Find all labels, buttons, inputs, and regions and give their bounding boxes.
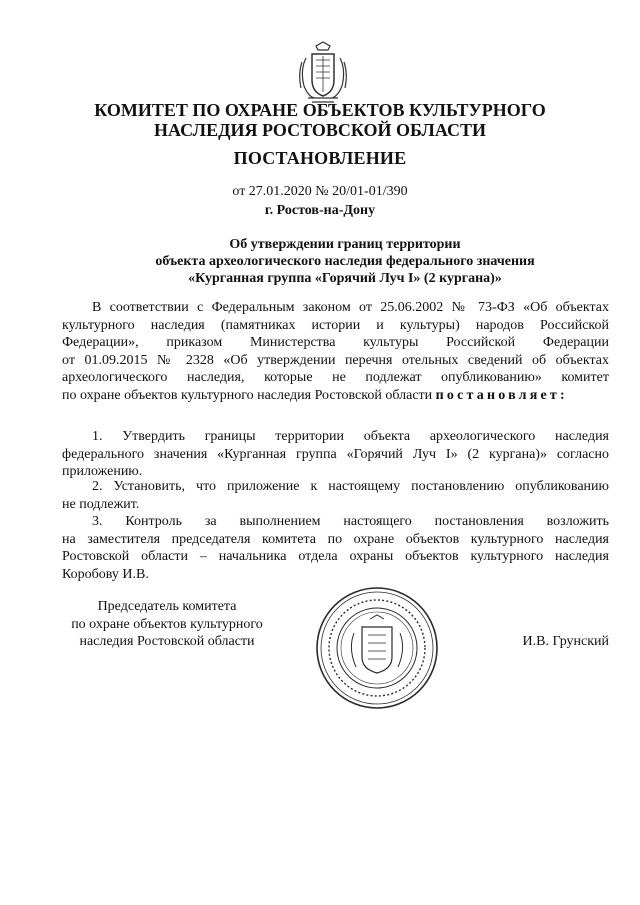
item-2 — [62, 478, 609, 513]
body-line: 1. Утвердить границы территории объекта археологического наследия — [92, 429, 609, 444]
body-line: на заместителя председателя комитета по охране объектов культурного наследия — [62, 531, 609, 547]
signer-title — [62, 598, 272, 651]
resolves-word: постановляет: — [435, 387, 568, 403]
body-line: Ростовской области – начальника отдела охраны объектов культурного наследия — [62, 549, 609, 564]
signer-title-line-2: по охране объектов культурного — [71, 616, 263, 632]
signer-title-line-3: наследия Ростовской области — [79, 634, 255, 649]
org-line-2: НАСЛЕДИЯ РОСТОВСКОЙ ОБЛАСТИ — [154, 120, 486, 140]
body-line: Коробову И.В. — [62, 566, 149, 582]
body-line: Федерации», приказом Министерства культуры Российской Федерации — [62, 335, 609, 350]
subject-line-3: «Курганная группа «Горячий Луч I» (2 кургана)» — [188, 271, 502, 286]
body-line: от 01.09.2015 № 2328 «Об утверждении перечня отельных сведений об объектах — [62, 352, 609, 368]
document-subject — [120, 236, 570, 287]
city: г. Ростов-на-Дону — [264, 203, 376, 218]
subject-line-2: объекта археологического наследия федерального значения — [155, 254, 535, 269]
item-1 — [62, 428, 609, 481]
official-seal-icon — [314, 585, 440, 711]
body-line: 3. Контроль за выполнением настоящего постановления возложить — [92, 514, 609, 529]
org-line-1: КОМИТЕТ ПО ОХРАНЕ ОБЪЕКТОВ КУЛЬТУРНОГО — [94, 100, 546, 120]
body-line — [62, 387, 609, 405]
subject-line-1: Об утверждении границ территории — [229, 237, 461, 252]
date-and-number: от 27.01.2020 № 20/01-01/390 — [232, 184, 408, 199]
signer-title-line-1: Председатель комитета — [97, 599, 237, 614]
document-type: ПОСТАНОВЛЕНИЕ — [233, 148, 407, 168]
item-3 — [62, 513, 609, 583]
organization-name — [0, 100, 640, 140]
body-line: федерального значения «Курганная группа «Горячий Луч I» (2 кургана)» согласно — [62, 446, 609, 462]
body-line: В соответствии с Федеральным законом от 25.06.2002 № 73-ФЗ «Об объектах — [92, 300, 609, 315]
coat-of-arms-icon — [294, 40, 352, 106]
body-line-text: по охране объектов культурного наследия Ростовской области — [62, 387, 433, 403]
body-line: не подлежит. — [62, 496, 140, 512]
signer-name: И.В. Грунский — [522, 634, 609, 649]
body-line: археологического наследия, которые не подлежат опубликованию» комитет — [62, 370, 609, 385]
body-line: культурного наследия (памятниках истории и культуры) народов Российской — [62, 317, 609, 333]
body-line: 2. Установить, что приложение к настоящему постановлению опубликованию — [92, 479, 609, 494]
body-line: приложению. — [62, 464, 143, 479]
preamble-paragraph — [62, 299, 609, 404]
